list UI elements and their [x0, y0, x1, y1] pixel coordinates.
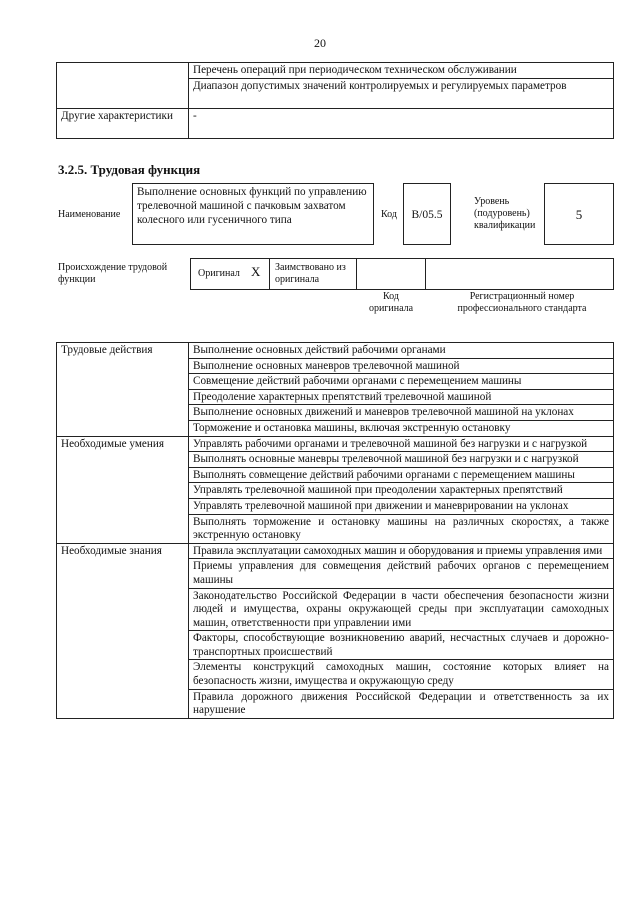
table-row — [57, 436, 614, 452]
list-item: Выполнять основные маневры трелевочной машиной без нагрузки и с нагрузкой — [189, 452, 614, 468]
list-item: Выполнение основных движений и маневров трелевочной машиной на уклонах — [189, 405, 614, 421]
list-item: Правила дорожного движения Российской Федерации и ответственность за их нарушение — [189, 689, 614, 718]
borrowed-label: Заимствовано из оригинала — [275, 262, 346, 285]
name-label: Наименование — [58, 209, 121, 220]
row-value: Диапазон допустимых значений контролируемых и регулируемых параметров — [189, 78, 614, 108]
level-label: Уровень (подуровень) квалификации — [474, 196, 536, 231]
origin-divider — [356, 258, 357, 290]
table-row — [57, 63, 614, 79]
name-value: Выполнение основных функций по управлению трелевочной машиной с пачковым захватом колесного или гусеничного типа — [132, 183, 374, 245]
list-item: Совмещение действий рабочими органами с перемещением машины — [189, 374, 614, 390]
list-item: Управлять трелевочной машиной при движении и маневрировании на уклонах — [189, 498, 614, 514]
list-item: Элементы конструкций самоходных машин, состояние которых влияет на безопасность жизни, имущества и окружающую среду — [189, 660, 614, 689]
table-row — [57, 543, 614, 559]
level-value: 5 — [544, 183, 614, 245]
code-value: В/05.5 — [403, 183, 451, 245]
section-title: 3.2.5. Трудовая функция — [58, 162, 201, 177]
list-item: Выполнение основных действий рабочими органами — [189, 343, 614, 359]
list-item: Управлять рабочими органами и трелевочной машиной без нагрузки и с нагрузкой — [189, 436, 614, 452]
main-table — [56, 342, 614, 719]
list-item: Выполнять торможение и остановку машины на различных скоростях, а также экстренную остановку — [189, 514, 614, 543]
list-item: Торможение и остановка машины, включая экстренную остановку — [189, 420, 614, 436]
list-item: Правила эксплуатации самоходных машин и оборудования и приемы управления ими — [189, 543, 614, 559]
list-item: Управлять трелевочной машиной при преодолении характерных препятствий — [189, 483, 614, 499]
table-row — [57, 108, 614, 138]
group-label: Трудовые действия — [57, 343, 189, 437]
reg-caption: Регистрационный номер профессионального стандарта — [457, 291, 587, 314]
list-item: Выполнять совмещение действий рабочими органами с перемещением машины — [189, 467, 614, 483]
origin-divider — [269, 258, 270, 290]
row-label — [57, 63, 189, 109]
table-row — [57, 343, 614, 359]
code-caption: Код оригинала — [368, 291, 414, 314]
row-value: - — [189, 108, 614, 138]
list-item: Законодательство Российской Федерации в части обеспечения безопасности жизни людей и имущества, охраны окружающей среды при эксплуатации самоходных машин, ответственности при управлении ими — [189, 588, 614, 631]
list-item: Преодоление характерных препятствий трелевочной машиной — [189, 389, 614, 405]
row-label: Другие характеристики — [57, 108, 189, 138]
group-label: Необходимые знания — [57, 543, 189, 718]
origin-label: Происхождение трудовой функции — [58, 262, 168, 285]
group-label: Необходимые умения — [57, 436, 189, 543]
original-label: Оригинал — [198, 268, 240, 279]
top-table — [56, 62, 614, 139]
list-item: Выполнение основных маневров трелевочной машиной — [189, 358, 614, 374]
origin-divider — [425, 258, 426, 290]
row-value: Перечень операций при периодическом техническом обслуживании — [189, 63, 614, 79]
page-number: 20 — [314, 36, 326, 50]
list-item: Приемы управления для совмещения действий рабочих органов с перемещением машины — [189, 559, 614, 588]
code-label: Код — [381, 209, 397, 220]
list-item: Факторы, способствующие возникновению аварий, несчастных случаев и дорожно-транспортных происшествий — [189, 631, 614, 660]
original-mark: X — [251, 264, 261, 279]
